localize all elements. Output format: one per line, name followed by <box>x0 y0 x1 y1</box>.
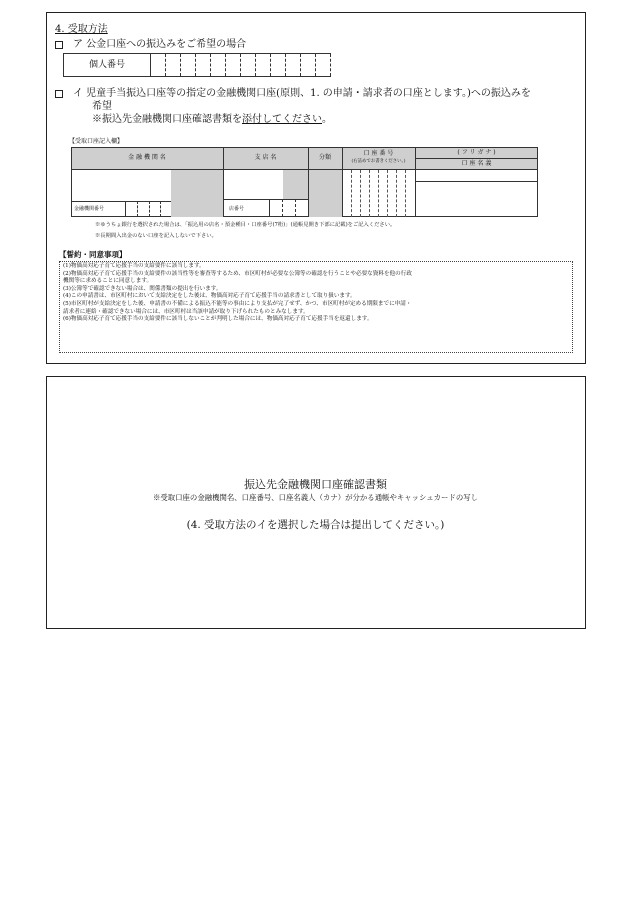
kojin-bango-digit[interactable] <box>166 54 181 77</box>
attachment-subtitle: ※受取口座の金融機関名、口座番号、口座名義人（カナ）が分かる通帳やキャッシュカードの写し <box>152 493 479 502</box>
col-number-subheader: (右詰めでお書きください。) <box>351 159 406 164</box>
attachment-instruction: (4. 受取方法のイを選択した場合は提出してください。) <box>186 519 445 531</box>
kojin-bango-digit[interactable] <box>181 54 196 77</box>
branch-code-label: 店番号 <box>229 206 245 212</box>
col-branch-header: 支 店 名 <box>254 154 277 161</box>
option-a-label: ア 公金口座への振込みをご希望の場合 <box>73 39 247 50</box>
kojin-bango-digit[interactable] <box>256 54 271 77</box>
pledge-item: (4)この申請書は、市区町村において支給決定をした後は、物価高対応子育て応援手当の請求書として取り扱います。 <box>63 293 356 300</box>
pledge-item: 機関等に求めることに同意します。 <box>63 278 153 285</box>
option-i-label-line1: イ 児童手当振込口座等の指定の金融機関口座(原則、1. の申請・請求者の口座とします。)への振込みを <box>73 88 531 99</box>
kojin-bango-label: 個人番号 <box>88 59 125 70</box>
col-holder-header: 口 座 名 義 <box>461 160 492 167</box>
attachment-title: 振込先金融機関口座確認書類 <box>244 478 387 491</box>
pledge-item: (3)公簿等で確認できない場合は、関係書類の提出を行います。 <box>63 285 222 292</box>
kojin-bango-digit[interactable] <box>226 54 241 77</box>
option-i-checkbox[interactable] <box>55 90 63 98</box>
attachment-box <box>46 376 586 629</box>
option-a-checkbox[interactable] <box>55 41 63 49</box>
account-table <box>71 147 538 217</box>
pledge-item: (2)物価高対応子育て応援手当の支給要件の該当性等を審査等するため、市区町村が必要な公簿等の確認を行うことや必要な資料を他の行政 <box>63 270 412 277</box>
kojin-bango-digit[interactable] <box>286 54 301 77</box>
pledge-item: 請求者に連絡・確認できない場合には、市区町村は当該申請が取り下げられたものとみなします。 <box>63 308 309 315</box>
account-holder-furigana-input[interactable] <box>416 170 537 181</box>
kojin-bango-digit[interactable] <box>211 54 226 77</box>
kojin-bango-digit[interactable] <box>151 54 166 77</box>
bank-code-label: 金融機関番号 <box>74 206 105 212</box>
col-furigana-header: ( フ リ ガ ナ ) <box>457 149 496 156</box>
account-number-input[interactable] <box>343 170 415 217</box>
kojin-bango-table <box>63 53 331 77</box>
pledge-title: 【誓約・同意事項】 <box>59 250 127 259</box>
pledge-item: (6)物価高対応子育て応援手当の支給要件に該当しないことが判明した場合には、物価高対応子育て応援手当を返還します。 <box>63 316 373 323</box>
option-i-label-line2: 希望 <box>92 101 112 112</box>
kojin-bango-digit[interactable] <box>301 54 316 77</box>
col-bank-header: 金 融 機 関 名 <box>128 154 166 161</box>
kojin-bango-digit[interactable] <box>316 54 331 77</box>
col-type-header: 分類 <box>318 154 331 161</box>
kojin-bango-digit[interactable] <box>196 54 211 77</box>
option-i-note-suffix: 。 <box>322 114 332 125</box>
account-table-title: 【受取口座記入欄】 <box>69 138 124 145</box>
option-i-note <box>92 114 332 126</box>
dormant-account-note: ※長期間入出金のない口座を記入しないで下さい。 <box>95 233 217 239</box>
section-heading: 4. 受取方法 <box>55 24 108 35</box>
account-holder-name-input[interactable] <box>416 182 537 216</box>
bank-name-input[interactable] <box>72 170 171 201</box>
yucho-note: ※ゆうちょ銀行を選択された場合は、「振込用の店名・預金種目・口座番号(7桁)」(通帳見開き下部に記載)をご記入ください。 <box>95 222 396 228</box>
option-i-note-underline: 添付してください <box>242 114 322 125</box>
kojin-bango-digit[interactable] <box>241 54 256 77</box>
pledge-item: (1)物価高対応子育て応援手当の支給要件に該当します。 <box>63 263 205 269</box>
pledge-item: (5)市区町村が支給決定をした後、申請書の不備による振込不能等の事由により支払が完了せず、かつ、市区町村が定める期限までに申請・ <box>63 300 412 307</box>
col-number-header: 口 座 番 号 <box>363 150 394 157</box>
application-section-box <box>46 12 586 364</box>
branch-name-input[interactable] <box>224 170 283 199</box>
kojin-bango-digit[interactable] <box>271 54 286 77</box>
option-i-note-prefix: ※振込先金融機関口座確認書類を <box>92 114 242 125</box>
pledge-box <box>59 261 573 353</box>
